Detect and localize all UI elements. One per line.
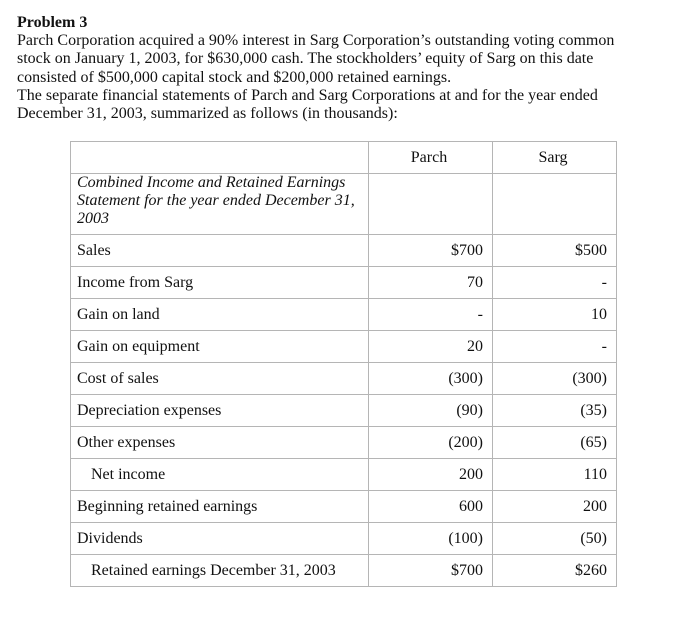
row-label: Other expenses [71,427,369,459]
row-label: Depreciation expenses [71,395,369,427]
problem-statement [17,14,693,123]
parch-value: 600 [369,491,493,523]
row-label: Sales [71,235,369,267]
row-label: Beginning retained earnings [71,491,369,523]
sarg-value: $260 [493,555,617,587]
sarg-value: (50) [493,523,617,555]
parch-value: $700 [369,555,493,587]
column-header-sarg: Sarg [493,142,617,174]
header-blank-cell [71,142,369,174]
table-row [71,555,617,587]
parch-value: (100) [369,523,493,555]
section-title: Combined Income and Retained Earnings Statement for the year ended December 31, 2003 [71,174,369,235]
problem-line: Parch Corporation acquired a 90% interest in Sarg Corporation’s outstanding voting common [17,32,615,50]
empty-cell [493,174,617,235]
parch-value: (300) [369,363,493,395]
sarg-value: (35) [493,395,617,427]
section-title-row [71,174,617,235]
sarg-value: - [493,331,617,363]
problem-line: stock on January 1, 2003, for $630,000 cash. The stockholders’ equity of Sarg on this date [17,50,594,68]
table-row [71,395,617,427]
row-label: Retained earnings December 31, 2003 [71,555,369,587]
row-label: Income from Sarg [71,267,369,299]
row-label: Cost of sales [71,363,369,395]
sarg-value: - [493,267,617,299]
table-row [71,235,617,267]
problem-title: Problem 3 [17,14,88,31]
table-row [71,491,617,523]
table-row [71,331,617,363]
row-label: Net income [71,459,369,491]
table-row [71,459,617,491]
sarg-value: $500 [493,235,617,267]
problem-line: December 31, 2003, summarized as follows (in thousands): [17,105,398,123]
parch-value: $700 [369,235,493,267]
financial-statements-table [70,141,617,587]
problem-line: consisted of $500,000 capital stock and $200,000 retained earnings. [17,68,452,86]
row-label: Gain on land [71,299,369,331]
parch-value: - [369,299,493,331]
problem-line: The separate financial statements of Parch and Sarg Corporations at and for the year ended [17,86,598,104]
table-row [71,267,617,299]
table-row [71,299,617,331]
table-row [71,427,617,459]
row-label: Dividends [71,523,369,555]
sarg-value: (65) [493,427,617,459]
sarg-value: 110 [493,459,617,491]
parch-value: 70 [369,267,493,299]
parch-value: (90) [369,395,493,427]
parch-value: (200) [369,427,493,459]
sarg-value: 200 [493,491,617,523]
sarg-value: (300) [493,363,617,395]
parch-value: 200 [369,459,493,491]
table-row [71,363,617,395]
table-row [71,523,617,555]
empty-cell [369,174,493,235]
sarg-value: 10 [493,299,617,331]
column-header-parch: Parch [369,142,493,174]
parch-value: 20 [369,331,493,363]
row-label: Gain on equipment [71,331,369,363]
table-header-row [71,142,617,174]
